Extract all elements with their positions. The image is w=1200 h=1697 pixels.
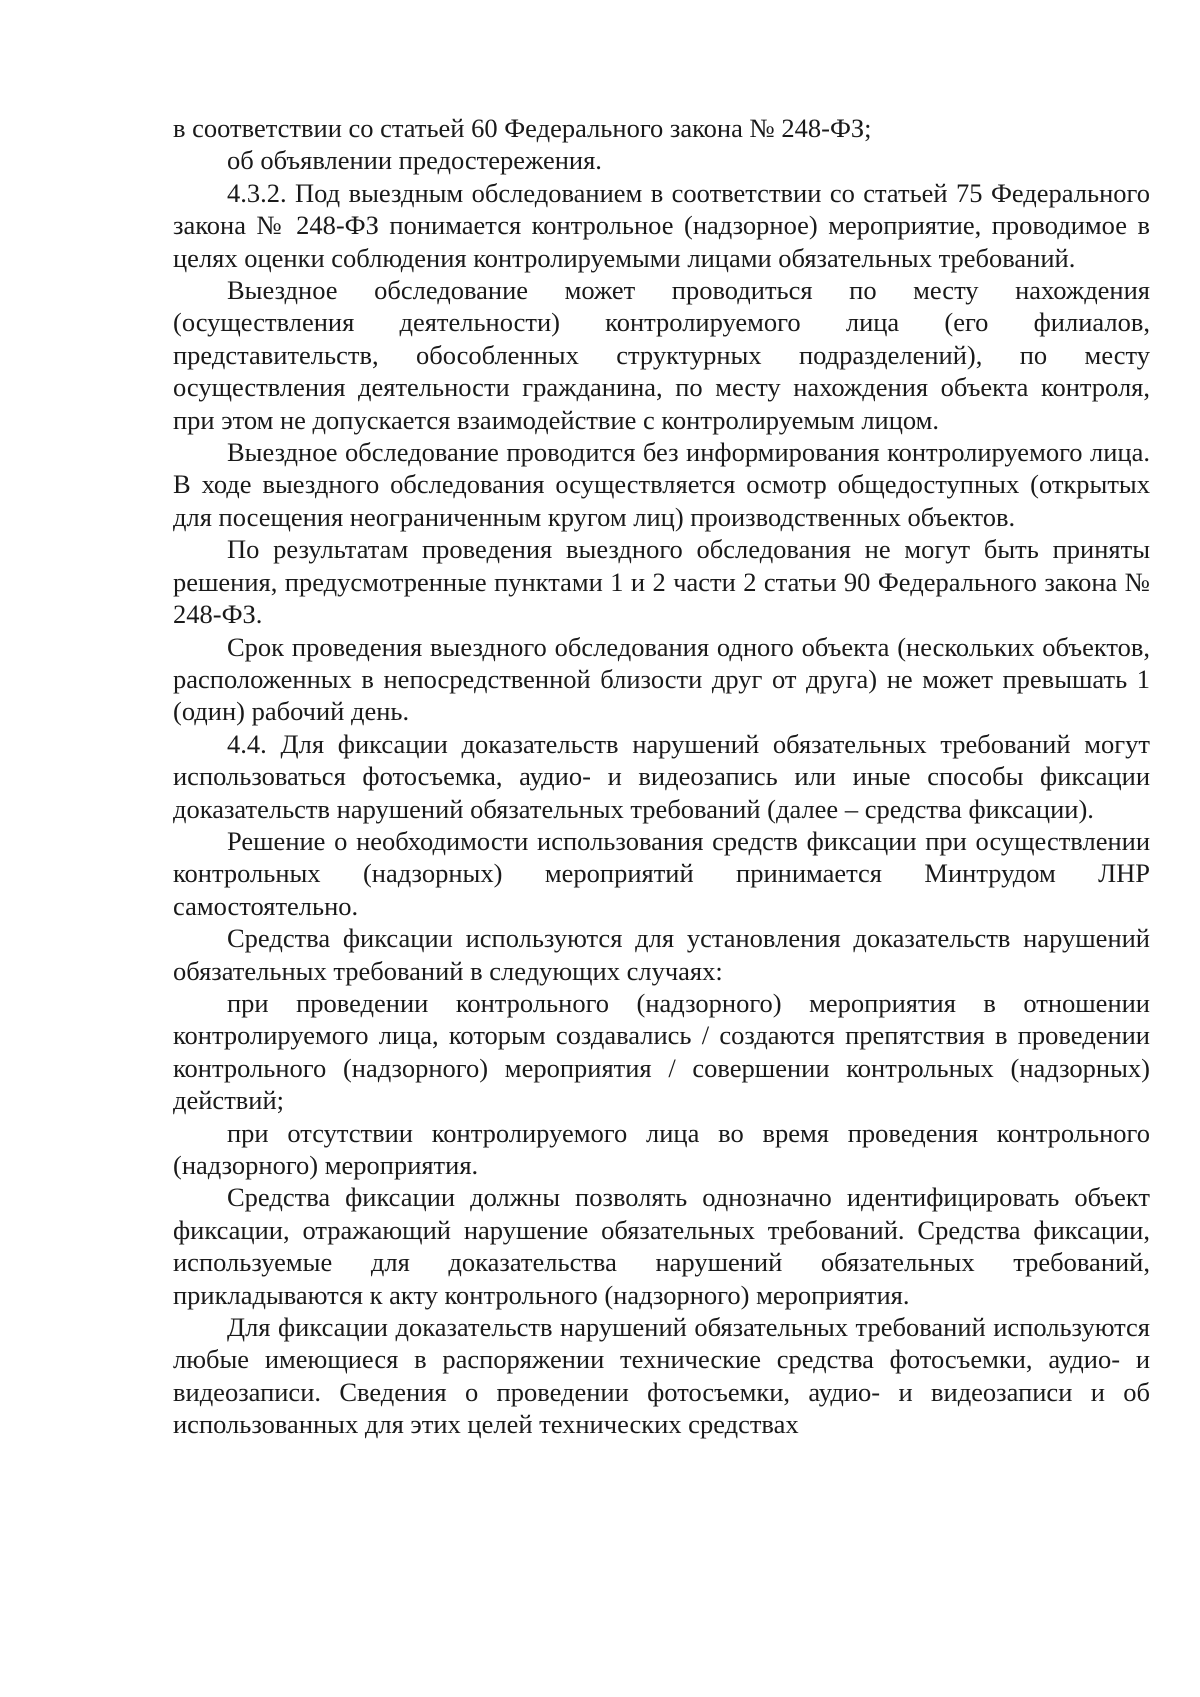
paragraph-9: Решение о необходимости использования средств фиксации при осуществлении контрольных (надзорных) мероприятий принимается Минтрудом ЛНР самостоятельно. — [173, 825, 1150, 921]
paragraph-12: при отсутствии контролируемого лица во время проведения контрольного (надзорного) мероприятия. — [173, 1117, 1150, 1180]
paragraph-8: 4.4. Для фиксации доказательств нарушений обязательных требований могут использоваться фотосъемка, аудио- и видеозапись или иные способы фиксации доказательств нарушений обязательных требований (далее – средства фиксации). — [173, 728, 1150, 824]
paragraph-3: 4.3.2. Под выездным обследованием в соответствии со статьей 75 Федерального закона № 248-ФЗ понимается контрольное (надзорное) мероприятие, проводимое в целях оценки соблюдения контролируемыми лицами обязательных требований. — [173, 177, 1150, 273]
paragraph-2: об объявлении предостережения. — [227, 145, 602, 176]
paragraph-11: при проведении контрольного (надзорного) мероприятия в отношении контролируемого лица, которым создавались / создаются препятствия в проведении контрольного (надзорного) мероприятия / совершении контрольных (надзорных) действий; — [173, 987, 1150, 1116]
paragraph-7: Срок проведения выездного обследования одного объекта (нескольких объектов, расположенных в непосредственной близости друг от друга) не может превышать 1 (один) рабочий день. — [173, 631, 1150, 727]
paragraph-10: Средства фиксации используются для установления доказательств нарушений обязательных требований в следующих случаях: — [173, 923, 1150, 986]
paragraph-6: По результатам проведения выездного обследования не могут быть приняты решения, предусмотренные пунктами 1 и 2 части 2 статьи 90 Федерального закона № 248-ФЗ. — [173, 534, 1150, 630]
paragraph-14: Для фиксации доказательств нарушений обязательных требований используются любые имеющиеся в распоряжении технические средства фотосъемки, аудио- и видеозаписи. Сведения о проведении фотосъемки, аудио- и видеозаписи и об использованных для этих целей технических средствах — [173, 1312, 1150, 1440]
paragraph-4: Выездное обследование может проводиться по месту нахождения (осуществления деятельности) контролируемого лица (его филиалов, представительств, обособленных структурных подразделений), по месту осуществления деятельности гражданина, по месту нахождения объекта контроля, при этом не допускается взаимодействие с контролируемым лицом. — [173, 275, 1150, 435]
paragraph-5: Выездное обследование проводится без информирования контролируемого лица. В ходе выездного обследования осуществляется осмотр общедоступных (открытых для посещения неограниченным кругом лиц) производственных объектов. — [173, 437, 1150, 532]
paragraph-13: Средства фиксации должны позволять однозначно идентифицировать объект фиксации, отражающий нарушение обязательных требований. Средства фиксации, используемые для доказательства нарушений обязательных требований, прикладываются к акту контрольного (надзорного) мероприятия. — [173, 1182, 1150, 1310]
paragraph-1: в соответствии со статьей 60 Федерального закона № 248-ФЗ; — [173, 113, 872, 143]
document-body — [173, 112, 1150, 1441]
